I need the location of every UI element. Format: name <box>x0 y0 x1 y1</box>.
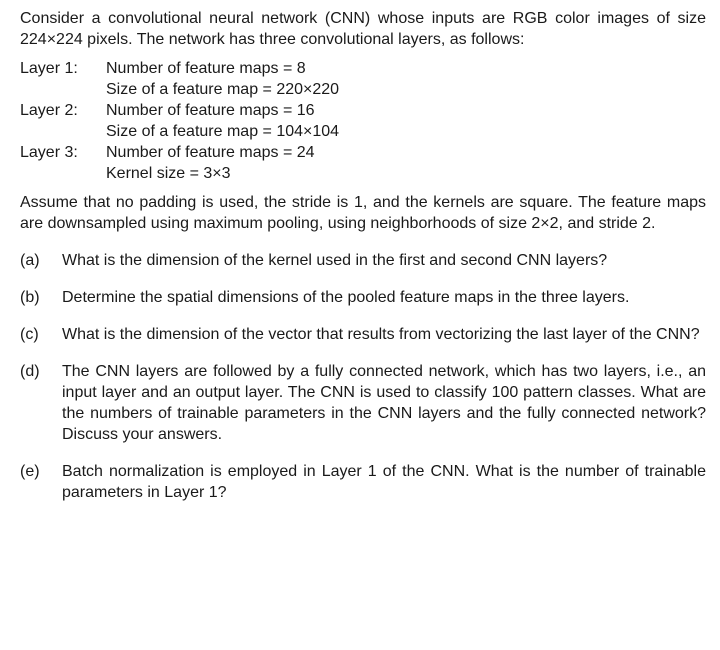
question-label: (e) <box>20 463 40 480</box>
question-c <box>20 324 706 345</box>
layer-2-spec <box>20 100 706 142</box>
question-text: The CNN layers are followed by a fully connected network, which has two layers, i.e., an input layer and an output layer. The CNN is used to classify 100 pattern classes. What are the numbers of trainable parameters in the CNN layers and the fully connected network? Discuss your answers. <box>62 363 706 443</box>
assumption-paragraph: Assume that no padding is used, the stride is 1, and the kernels are square. The feature maps are downsampled using maximum pooling, using neighborhoods of size 2×2, and stride 2. <box>20 194 706 232</box>
question-text: Determine the spatial dimensions of the pooled feature maps in the three layers. <box>62 289 630 306</box>
question-a <box>20 250 706 271</box>
question-e <box>20 461 706 503</box>
question-b <box>20 287 706 308</box>
question-text: Batch normalization is employed in Layer 1 of the CNN. What is the number of trainable parameters in Layer 1? <box>62 463 706 501</box>
layer-specification <box>20 58 706 184</box>
question-label: (c) <box>20 326 39 343</box>
question-label: (d) <box>20 363 40 380</box>
question-d <box>20 361 706 445</box>
layer-detail: Number of feature maps = 16 <box>106 102 315 119</box>
question-label: (b) <box>20 289 40 306</box>
layer-label: Layer 3: <box>20 144 78 161</box>
layer-detail: Number of feature maps = 24 <box>106 144 315 161</box>
layer-label: Layer 2: <box>20 102 78 119</box>
question-text: What is the dimension of the kernel used in the first and second CNN layers? <box>62 252 608 269</box>
layer-1-spec <box>20 58 706 100</box>
layer-detail: Size of a feature map = 220×220 <box>106 81 340 98</box>
intro-paragraph: Consider a convolutional neural network (CNN) whose inputs are RGB color images of size 224×224 pixels. The network has three convolutional layers, as follows: <box>20 10 706 48</box>
layer-detail: Kernel size = 3×3 <box>106 165 231 182</box>
layer-detail: Size of a feature map = 104×104 <box>106 123 340 140</box>
layer-detail: Number of feature maps = 8 <box>106 60 306 77</box>
layer-3-spec <box>20 142 706 184</box>
question-list <box>20 250 706 503</box>
layer-label: Layer 1: <box>20 60 78 77</box>
question-label: (a) <box>20 252 40 269</box>
question-text: What is the dimension of the vector that results from vectorizing the last layer of the CNN? <box>62 326 700 343</box>
